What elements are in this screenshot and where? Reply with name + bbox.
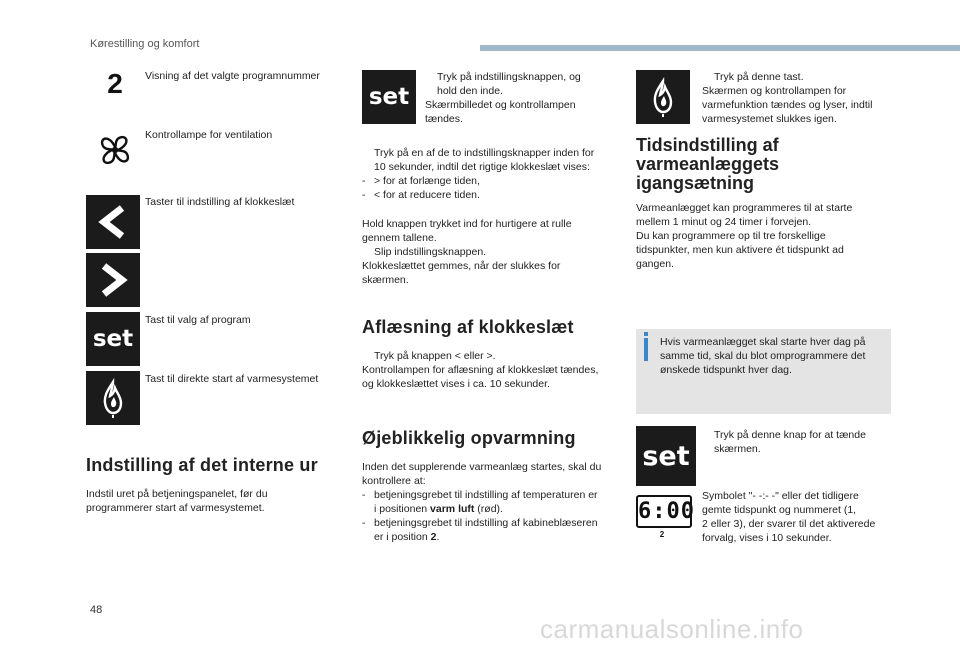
- page-number: 48: [90, 604, 103, 616]
- col2-step1: Tryk på indstillingsknappen, og hold den inde. Skærmbilledet og kontrollampen tændes.: [425, 71, 581, 125]
- display-digits: 6:00: [636, 495, 692, 528]
- watermark: carmanualsonline.info: [540, 614, 804, 644]
- set-key-icon: set: [86, 312, 140, 366]
- chevron-right-icon: [86, 253, 140, 307]
- flame-icon: [86, 371, 140, 425]
- section-header: Kørestilling og komfort: [90, 38, 200, 50]
- flame-icon: [636, 70, 690, 124]
- timer-title: Tidsindstilling af varmeanlæggets igangsætning: [636, 135, 780, 193]
- chevron-left-icon: [86, 195, 140, 249]
- internal-clock-title: Indstilling af det interne ur: [86, 455, 318, 475]
- legend-text-program-select: Tast til valg af program: [145, 314, 251, 326]
- col2-step2: Tryk på en af de to indstillingsknapper inden for 10 sekunder, indtil det rigtige klokkeslæt vises: - > for at forlænge tiden, - < for at reducere tiden.: [362, 147, 595, 201]
- info-text: Hvis varmeanlægget skal starte hver dag på samme tid, skal du blot omprogrammere det ønskede tidspunkt hver dag.: [660, 336, 866, 376]
- col2-reading: Tryk på knappen < eller >. Kontrollampen for aflæsning af klokkeslæt tændes, og klokkeslættet vises i ca. 10 sekunder.: [362, 350, 599, 390]
- instant-heating-title: Øjeblikkelig opvarmning: [362, 428, 576, 448]
- col2-hold: Hold knappen trykket ind for hurtigere at rulle gennem tallene. Slip indstillingsknappen. Klokkeslættet gemmes, når der slukkes for skærmen.: [362, 218, 572, 286]
- legend-text-ventilation: Kontrollampe for ventilation: [145, 129, 273, 141]
- col3-symbol: Symbolet "- -:- -" eller det tidligere gemte tidspunkt og nummeret (1, 2 eller 3), der svarer til det aktiverede forvalg, vises i 10 sekunder.: [702, 490, 876, 544]
- header-bar: [480, 45, 960, 51]
- internal-clock-body: Indstil uret på betjeningspanelet, før du programmerer start af varmesystemet.: [86, 488, 268, 514]
- col3-timer-body: Varmeanlægget kan programmeres til at starte mellem 1 minut og 24 timer i forvejen. Du kan programmere op til tre forskellige tidspunkter, men kun aktivere ét tidspunkt ad gangen.: [636, 202, 853, 270]
- fan-icon: [95, 130, 135, 170]
- legend-text-time-keys: Taster til indstilling af klokkeslæt: [145, 196, 295, 208]
- info-box: [636, 329, 891, 414]
- col3-press: Tryk på denne tast. Skærmen og kontrollampen for varmefunktion tændes og lyser, indtil varmesystemet slukkes igen.: [702, 71, 873, 125]
- display-sub-number: 2: [659, 530, 665, 539]
- set-key-icon: set: [362, 70, 416, 124]
- legend-text-direct-start: Tast til direkte start af varmesystemet: [145, 373, 319, 385]
- set-key-icon: set: [636, 426, 696, 486]
- col3-set-press: Tryk på denne knap for at tænde skærmen.: [714, 429, 866, 455]
- legend-text-program-number: Visning af det valgte programnummer: [145, 70, 320, 82]
- program-number-symbol: 2: [107, 68, 123, 99]
- info-icon-bar: [644, 338, 648, 361]
- info-icon: [644, 332, 648, 336]
- col2-instant: Inden det supplerende varmeanlæg startes, skal du kontrollere at: - betjeningsgrebet til indstilling af temperaturen er i positionen varm luft (rød). - betjeningsgrebet til indstilling af kabineblæseren er i position 2.: [362, 461, 602, 543]
- reading-clock-title: Aflæsning af klokkeslæt: [362, 317, 574, 337]
- display-icon: [636, 495, 696, 540]
